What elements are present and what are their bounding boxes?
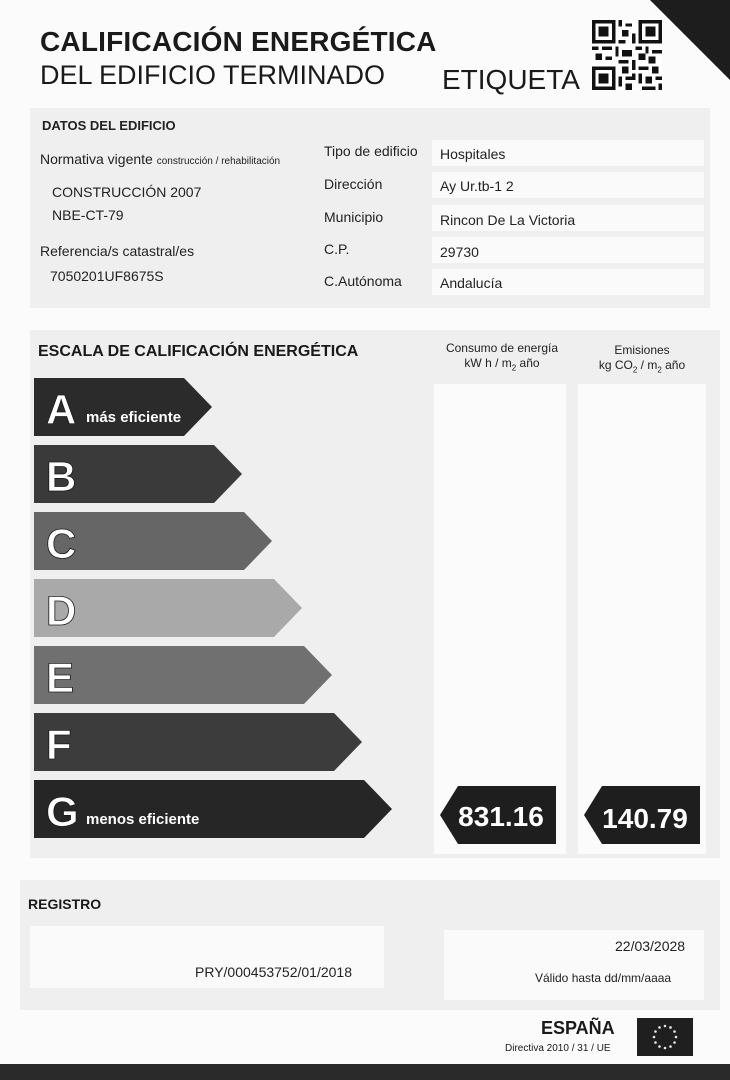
emisiones-unit-mid: / m [637,358,658,372]
emisiones-header-line1: Emisiones [614,343,670,357]
scale-arrow-shape-g [34,780,392,838]
consumo-header-line1: Consumo de energía [445,341,559,355]
scale-title: ESCALA DE CALIFICACIÓN ENERGÉTICA [38,343,359,360]
scale-letter-b: B [46,453,77,500]
registro-valid-label: Válido hasta dd/mm/aaaa [535,971,672,985]
tipo-edificio-value: Hospitales [440,146,506,162]
scale-letter-c: C [46,520,77,567]
registro-number: PRY/000453752/01/2018 [195,964,352,980]
title-line-2: DEL EDIFICIO TERMINADO [40,60,386,90]
municipio-label: Municipio [324,209,384,225]
scale-arrow-f [34,713,362,771]
cp-value: 29730 [440,244,479,260]
scale-arrow-b [34,445,242,503]
cp-label: C.P. [324,241,350,257]
emisiones-unit-sub2: 2 [657,365,662,375]
scale-arrow-a [34,378,212,436]
normativa-value-2: NBE-CT-79 [52,207,124,223]
scale-letter-f: F [46,721,72,768]
tipo-edificio-label: Tipo de edificio [324,143,418,159]
country-name: ESPAÑA [541,1018,615,1038]
registro-date: 22/03/2028 [615,938,686,954]
consumo-unit: kW h / m [464,356,512,370]
scale-arrow-c [34,512,272,570]
building-data-title: DATOS DEL EDIFICIO [42,118,176,133]
emisiones-unit-tail: año [661,358,686,372]
eu-flag-icon [637,1018,693,1056]
scale-letter-e: E [46,654,75,701]
scale-arrow-g [34,780,392,838]
referencia-label: Referencia/s catastral/es [40,243,195,259]
municipio-value: Rincon De La Victoria [440,212,576,228]
emisiones-unit-sub: 2 [632,365,638,375]
scale-letter-g: G [46,788,79,835]
scale-suffix-a: más eficiente [86,409,182,426]
referencia-value: 7050201UF8675S [50,268,164,284]
scale-arrow-e [34,646,332,704]
title-line-1: CALIFICACIÓN ENERGÉTICA [40,26,437,57]
scale-arrow-shape-e [34,646,332,704]
emisiones-value: 140.79 [602,803,688,834]
emisiones-unit: kg CO [598,358,633,372]
scale-suffix-g: menos eficiente [86,811,200,828]
scale-arrow-d [34,579,302,637]
normativa-value-1: CONSTRUCCIÓN 2007 [52,184,202,200]
bottom-bar [0,1064,730,1080]
autonoma-label: C.Autónoma [324,273,402,289]
scale-arrow-shape-f [34,713,362,771]
registro-title: REGISTRO [28,896,102,912]
consumo-unit-sub: 2 [511,363,517,373]
scale-letter-d: D [46,587,77,634]
direccion-value: Ay Ur.tb-1 2 [440,178,514,194]
consumo-value: 831.16 [458,801,544,832]
consumo-unit-tail: año [516,356,540,370]
scale-letter-a: A [46,386,77,433]
direccion-label: Dirección [324,176,383,192]
autonoma-value: Andalucía [440,275,503,291]
etiqueta-label: ETIQUETA [442,64,580,95]
directive: Directiva 2010 / 31 / UE [505,1043,611,1054]
normativa-sublabel: construcción / rehabilitación [156,156,281,167]
normativa-label-text: Normativa vigente [40,151,153,167]
